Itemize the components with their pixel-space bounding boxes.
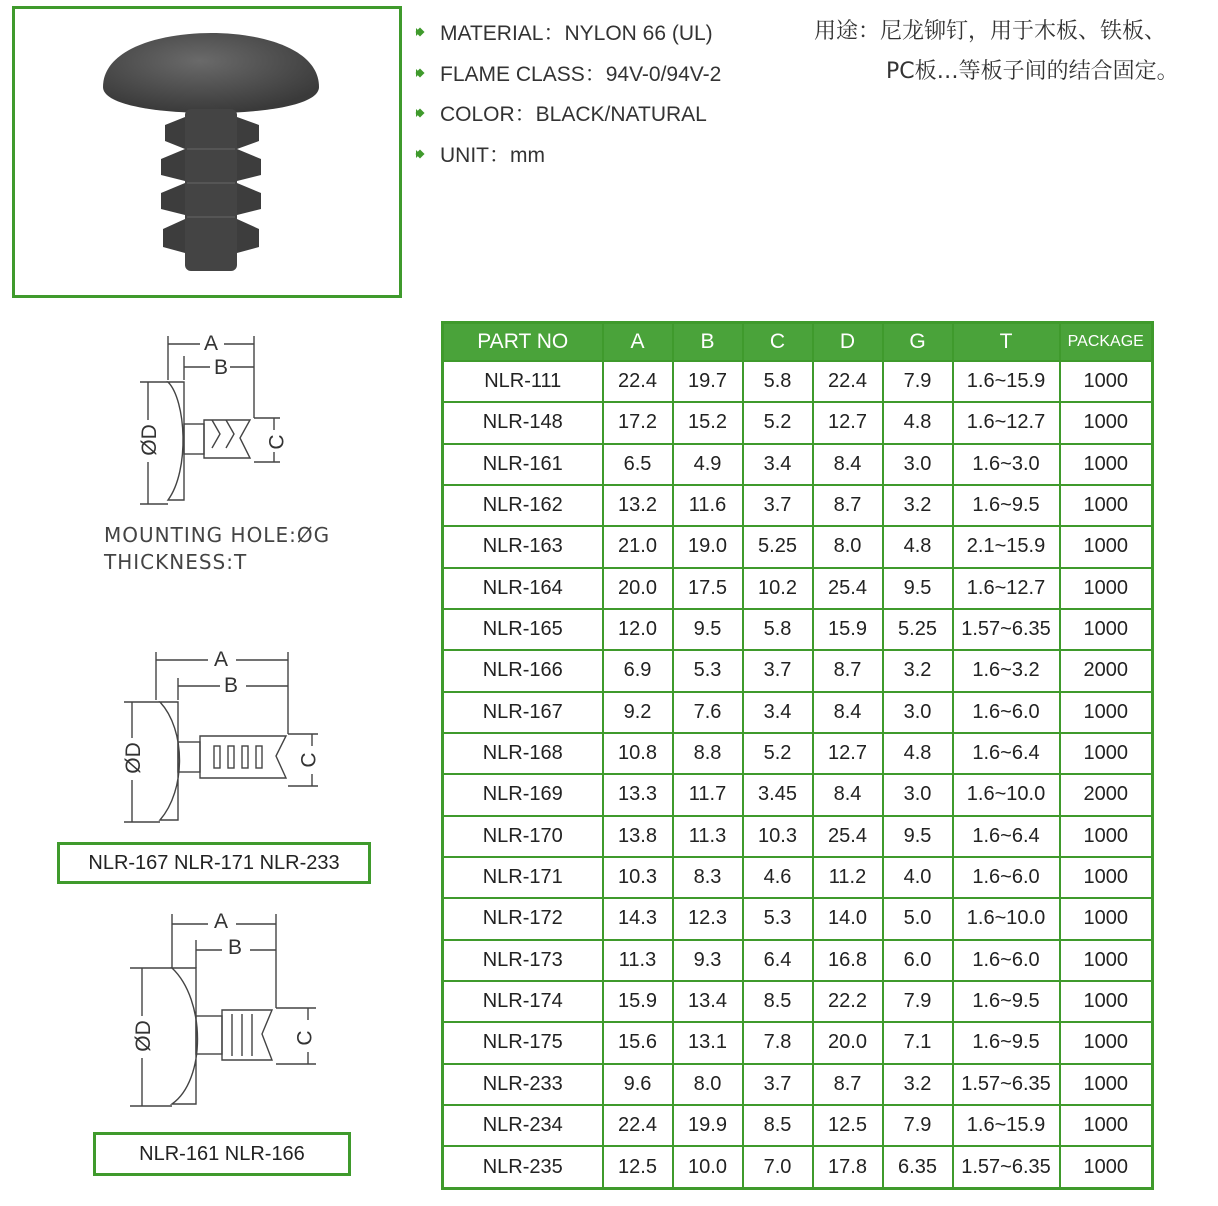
cell-d: 14.0 bbox=[813, 898, 883, 939]
technical-diagrams bbox=[0, 0, 430, 1206]
cell-a: 20.0 bbox=[603, 568, 673, 609]
spec-label: MATERIAL：NYLON 66 (UL) bbox=[440, 22, 713, 46]
cell-a: 13.8 bbox=[603, 816, 673, 857]
spec-item bbox=[416, 53, 721, 94]
cell-t: 1.6~6.4 bbox=[953, 816, 1060, 857]
header-g: G bbox=[883, 323, 953, 362]
dim-label-c: C bbox=[297, 752, 321, 768]
cell-d: 12.7 bbox=[813, 733, 883, 774]
cell-a: 17.2 bbox=[603, 402, 673, 443]
usage-text bbox=[814, 12, 1179, 92]
table-row bbox=[443, 816, 1153, 857]
cell-part-no: NLR-168 bbox=[443, 733, 603, 774]
cell-d: 22.4 bbox=[813, 361, 883, 402]
cell-a: 9.6 bbox=[603, 1064, 673, 1105]
dim-label-a: A bbox=[214, 648, 229, 671]
cell-d: 15.9 bbox=[813, 609, 883, 650]
thickness-label: THICKNESS:T bbox=[104, 550, 248, 574]
cell-part-no: NLR-174 bbox=[443, 981, 603, 1022]
cell-c: 5.8 bbox=[743, 609, 813, 650]
cell-b: 5.3 bbox=[673, 650, 743, 691]
cell-package: 1000 bbox=[1060, 816, 1153, 857]
usage-line-1: 用途：尼龙铆钉，用于木板、铁板、 bbox=[814, 19, 1167, 44]
cell-part-no: NLR-162 bbox=[443, 485, 603, 526]
table-row bbox=[443, 650, 1153, 691]
table-row bbox=[443, 361, 1153, 402]
table-row bbox=[443, 526, 1153, 567]
mounting-info bbox=[104, 522, 330, 576]
diagram-2-caption: NLR-167 NLR-171 NLR-233 bbox=[57, 842, 371, 884]
cell-package: 1000 bbox=[1060, 1105, 1153, 1146]
cell-c: 8.5 bbox=[743, 981, 813, 1022]
cell-package: 1000 bbox=[1060, 857, 1153, 898]
dim-label-b: B bbox=[214, 356, 229, 379]
cell-t: 1.57~6.35 bbox=[953, 1064, 1060, 1105]
dim-label-d: ØD bbox=[137, 424, 161, 456]
cell-a: 6.9 bbox=[603, 650, 673, 691]
cell-c: 3.7 bbox=[743, 650, 813, 691]
table-body bbox=[443, 361, 1153, 1189]
cell-package: 1000 bbox=[1060, 692, 1153, 733]
cell-b: 9.3 bbox=[673, 940, 743, 981]
table-header-row bbox=[443, 323, 1153, 362]
cell-a: 14.3 bbox=[603, 898, 673, 939]
table-row bbox=[443, 898, 1153, 939]
cell-d: 12.5 bbox=[813, 1105, 883, 1146]
cell-t: 1.57~6.35 bbox=[953, 1146, 1060, 1188]
cell-t: 1.6~15.9 bbox=[953, 1105, 1060, 1146]
cell-c: 3.45 bbox=[743, 774, 813, 815]
cell-b: 9.5 bbox=[673, 609, 743, 650]
cell-d: 17.8 bbox=[813, 1146, 883, 1188]
cell-g: 5.0 bbox=[883, 898, 953, 939]
diagram-1-drawing bbox=[137, 336, 280, 504]
diagram-2-drawing bbox=[121, 652, 318, 822]
cell-part-no: NLR-166 bbox=[443, 650, 603, 691]
cell-d: 8.7 bbox=[813, 650, 883, 691]
header-a: A bbox=[603, 323, 673, 362]
cell-g: 7.9 bbox=[883, 361, 953, 402]
cell-d: 8.4 bbox=[813, 444, 883, 485]
cell-g: 9.5 bbox=[883, 816, 953, 857]
cell-part-no: NLR-235 bbox=[443, 1146, 603, 1188]
cell-t: 1.6~9.5 bbox=[953, 1022, 1060, 1063]
table-row bbox=[443, 609, 1153, 650]
cell-package: 1000 bbox=[1060, 940, 1153, 981]
table-row bbox=[443, 1105, 1153, 1146]
cell-a: 22.4 bbox=[603, 1105, 673, 1146]
cell-t: 1.6~6.0 bbox=[953, 857, 1060, 898]
cell-b: 11.7 bbox=[673, 774, 743, 815]
cell-b: 7.6 bbox=[673, 692, 743, 733]
usage-line-2: PC板…等板子间的结合固定。 bbox=[886, 59, 1179, 84]
dim-label-c: C bbox=[293, 1030, 317, 1046]
cell-t: 1.6~6.0 bbox=[953, 940, 1060, 981]
table-row bbox=[443, 774, 1153, 815]
cell-d: 25.4 bbox=[813, 816, 883, 857]
diagram-3-caption: NLR-161 NLR-166 bbox=[93, 1132, 351, 1176]
cell-package: 1000 bbox=[1060, 402, 1153, 443]
cell-g: 7.9 bbox=[883, 1105, 953, 1146]
cell-t: 2.1~15.9 bbox=[953, 526, 1060, 567]
cell-a: 22.4 bbox=[603, 361, 673, 402]
spec-item bbox=[416, 93, 721, 134]
header-package: PACKAGE bbox=[1060, 323, 1153, 362]
dim-label-d: ØD bbox=[121, 742, 145, 774]
cell-g: 9.5 bbox=[883, 568, 953, 609]
header-d: D bbox=[813, 323, 883, 362]
cell-g: 4.0 bbox=[883, 857, 953, 898]
cell-c: 5.25 bbox=[743, 526, 813, 567]
cell-b: 19.7 bbox=[673, 361, 743, 402]
cell-package: 1000 bbox=[1060, 1146, 1153, 1188]
cell-c: 10.3 bbox=[743, 816, 813, 857]
header-part-no: PART NO bbox=[443, 323, 603, 362]
cell-d: 16.8 bbox=[813, 940, 883, 981]
parts-table bbox=[441, 321, 1154, 1190]
cell-c: 5.2 bbox=[743, 402, 813, 443]
cell-c: 3.7 bbox=[743, 1064, 813, 1105]
cell-part-no: NLR-164 bbox=[443, 568, 603, 609]
cell-g: 3.0 bbox=[883, 692, 953, 733]
cell-a: 21.0 bbox=[603, 526, 673, 567]
cell-c: 4.6 bbox=[743, 857, 813, 898]
cell-package: 2000 bbox=[1060, 650, 1153, 691]
header-b: B bbox=[673, 323, 743, 362]
cell-part-no: NLR-234 bbox=[443, 1105, 603, 1146]
cell-d: 12.7 bbox=[813, 402, 883, 443]
cell-d: 8.7 bbox=[813, 485, 883, 526]
table-row bbox=[443, 692, 1153, 733]
table-row bbox=[443, 402, 1153, 443]
cell-part-no: NLR-111 bbox=[443, 361, 603, 402]
cell-g: 3.2 bbox=[883, 485, 953, 526]
cell-g: 3.0 bbox=[883, 774, 953, 815]
cell-d: 8.0 bbox=[813, 526, 883, 567]
cell-c: 3.4 bbox=[743, 692, 813, 733]
spec-label: COLOR：BLACK/NATURAL bbox=[440, 103, 707, 127]
cell-part-no: NLR-163 bbox=[443, 526, 603, 567]
cell-d: 20.0 bbox=[813, 1022, 883, 1063]
cell-b: 10.0 bbox=[673, 1146, 743, 1188]
cell-b: 17.5 bbox=[673, 568, 743, 609]
cell-g: 5.25 bbox=[883, 609, 953, 650]
table-row bbox=[443, 1022, 1153, 1063]
cell-b: 11.3 bbox=[673, 816, 743, 857]
cell-package: 1000 bbox=[1060, 981, 1153, 1022]
cell-c: 3.4 bbox=[743, 444, 813, 485]
cell-t: 1.6~6.4 bbox=[953, 733, 1060, 774]
spec-item bbox=[416, 134, 721, 175]
cell-a: 6.5 bbox=[603, 444, 673, 485]
cell-a: 10.8 bbox=[603, 733, 673, 774]
cell-g: 3.2 bbox=[883, 650, 953, 691]
cell-d: 11.2 bbox=[813, 857, 883, 898]
dim-label-d: ØD bbox=[131, 1020, 155, 1052]
table-row bbox=[443, 444, 1153, 485]
cell-d: 25.4 bbox=[813, 568, 883, 609]
cell-t: 1.6~3.2 bbox=[953, 650, 1060, 691]
cell-package: 1000 bbox=[1060, 733, 1153, 774]
cell-g: 6.35 bbox=[883, 1146, 953, 1188]
cell-part-no: NLR-167 bbox=[443, 692, 603, 733]
cell-part-no: NLR-175 bbox=[443, 1022, 603, 1063]
spec-label: UNIT：mm bbox=[440, 143, 545, 167]
cell-b: 4.9 bbox=[673, 444, 743, 485]
cell-part-no: NLR-173 bbox=[443, 940, 603, 981]
cell-part-no: NLR-171 bbox=[443, 857, 603, 898]
table-row bbox=[443, 733, 1153, 774]
cell-t: 1.6~12.7 bbox=[953, 568, 1060, 609]
cell-package: 2000 bbox=[1060, 774, 1153, 815]
cell-t: 1.6~10.0 bbox=[953, 774, 1060, 815]
cell-g: 3.0 bbox=[883, 444, 953, 485]
cell-c: 3.7 bbox=[743, 485, 813, 526]
cell-d: 22.2 bbox=[813, 981, 883, 1022]
cell-package: 1000 bbox=[1060, 444, 1153, 485]
cell-part-no: NLR-161 bbox=[443, 444, 603, 485]
cell-package: 1000 bbox=[1060, 898, 1153, 939]
cell-part-no: NLR-233 bbox=[443, 1064, 603, 1105]
cell-t: 1.6~9.5 bbox=[953, 485, 1060, 526]
cell-b: 8.0 bbox=[673, 1064, 743, 1105]
cell-t: 1.57~6.35 bbox=[953, 609, 1060, 650]
cell-c: 7.8 bbox=[743, 1022, 813, 1063]
cell-a: 11.3 bbox=[603, 940, 673, 981]
cell-b: 13.4 bbox=[673, 981, 743, 1022]
table-row bbox=[443, 981, 1153, 1022]
cell-c: 6.4 bbox=[743, 940, 813, 981]
cell-part-no: NLR-169 bbox=[443, 774, 603, 815]
cell-a: 13.2 bbox=[603, 485, 673, 526]
cell-t: 1.6~3.0 bbox=[953, 444, 1060, 485]
cell-a: 12.5 bbox=[603, 1146, 673, 1188]
cell-b: 15.2 bbox=[673, 402, 743, 443]
cell-a: 12.0 bbox=[603, 609, 673, 650]
table-row bbox=[443, 940, 1153, 981]
spec-list bbox=[416, 12, 721, 174]
cell-package: 1000 bbox=[1060, 609, 1153, 650]
cell-g: 4.8 bbox=[883, 733, 953, 774]
cell-package: 1000 bbox=[1060, 568, 1153, 609]
header-t: T bbox=[953, 323, 1060, 362]
dim-label-b: B bbox=[228, 936, 243, 959]
cell-a: 9.2 bbox=[603, 692, 673, 733]
cell-package: 1000 bbox=[1060, 526, 1153, 567]
cell-g: 6.0 bbox=[883, 940, 953, 981]
table-row bbox=[443, 568, 1153, 609]
cell-t: 1.6~12.7 bbox=[953, 402, 1060, 443]
cell-g: 3.2 bbox=[883, 1064, 953, 1105]
mounting-hole-label: MOUNTING HOLE:ØG bbox=[104, 523, 331, 547]
cell-t: 1.6~6.0 bbox=[953, 692, 1060, 733]
cell-g: 4.8 bbox=[883, 526, 953, 567]
dim-label-c: C bbox=[265, 434, 289, 450]
cell-c: 7.0 bbox=[743, 1146, 813, 1188]
cell-t: 1.6~10.0 bbox=[953, 898, 1060, 939]
cell-d: 8.7 bbox=[813, 1064, 883, 1105]
cell-b: 11.6 bbox=[673, 485, 743, 526]
cell-b: 8.8 bbox=[673, 733, 743, 774]
cell-b: 13.1 bbox=[673, 1022, 743, 1063]
cell-a: 15.9 bbox=[603, 981, 673, 1022]
cell-c: 8.5 bbox=[743, 1105, 813, 1146]
cell-b: 12.3 bbox=[673, 898, 743, 939]
dim-label-a: A bbox=[204, 332, 219, 355]
cell-t: 1.6~9.5 bbox=[953, 981, 1060, 1022]
cell-b: 19.0 bbox=[673, 526, 743, 567]
table-row bbox=[443, 485, 1153, 526]
cell-d: 8.4 bbox=[813, 692, 883, 733]
header-c: C bbox=[743, 323, 813, 362]
cell-b: 8.3 bbox=[673, 857, 743, 898]
cell-c: 5.8 bbox=[743, 361, 813, 402]
cell-part-no: NLR-172 bbox=[443, 898, 603, 939]
cell-c: 10.2 bbox=[743, 568, 813, 609]
spec-item bbox=[416, 12, 721, 53]
diagram-3-drawing bbox=[130, 914, 316, 1106]
cell-g: 7.1 bbox=[883, 1022, 953, 1063]
cell-d: 8.4 bbox=[813, 774, 883, 815]
cell-a: 13.3 bbox=[603, 774, 673, 815]
cell-part-no: NLR-170 bbox=[443, 816, 603, 857]
cell-package: 1000 bbox=[1060, 1022, 1153, 1063]
cell-g: 7.9 bbox=[883, 981, 953, 1022]
cell-a: 10.3 bbox=[603, 857, 673, 898]
cell-g: 4.8 bbox=[883, 402, 953, 443]
cell-part-no: NLR-148 bbox=[443, 402, 603, 443]
cell-c: 5.3 bbox=[743, 898, 813, 939]
table-row bbox=[443, 857, 1153, 898]
cell-package: 1000 bbox=[1060, 361, 1153, 402]
table-row bbox=[443, 1064, 1153, 1105]
table-row bbox=[443, 1146, 1153, 1188]
dim-label-a: A bbox=[214, 910, 229, 933]
dim-label-b: B bbox=[224, 674, 239, 697]
cell-a: 15.6 bbox=[603, 1022, 673, 1063]
cell-package: 1000 bbox=[1060, 485, 1153, 526]
cell-t: 1.6~15.9 bbox=[953, 361, 1060, 402]
cell-package: 1000 bbox=[1060, 1064, 1153, 1105]
cell-c: 5.2 bbox=[743, 733, 813, 774]
cell-part-no: NLR-165 bbox=[443, 609, 603, 650]
spec-label: FLAME CLASS：94V-0/94V-2 bbox=[440, 62, 722, 86]
cell-b: 19.9 bbox=[673, 1105, 743, 1146]
